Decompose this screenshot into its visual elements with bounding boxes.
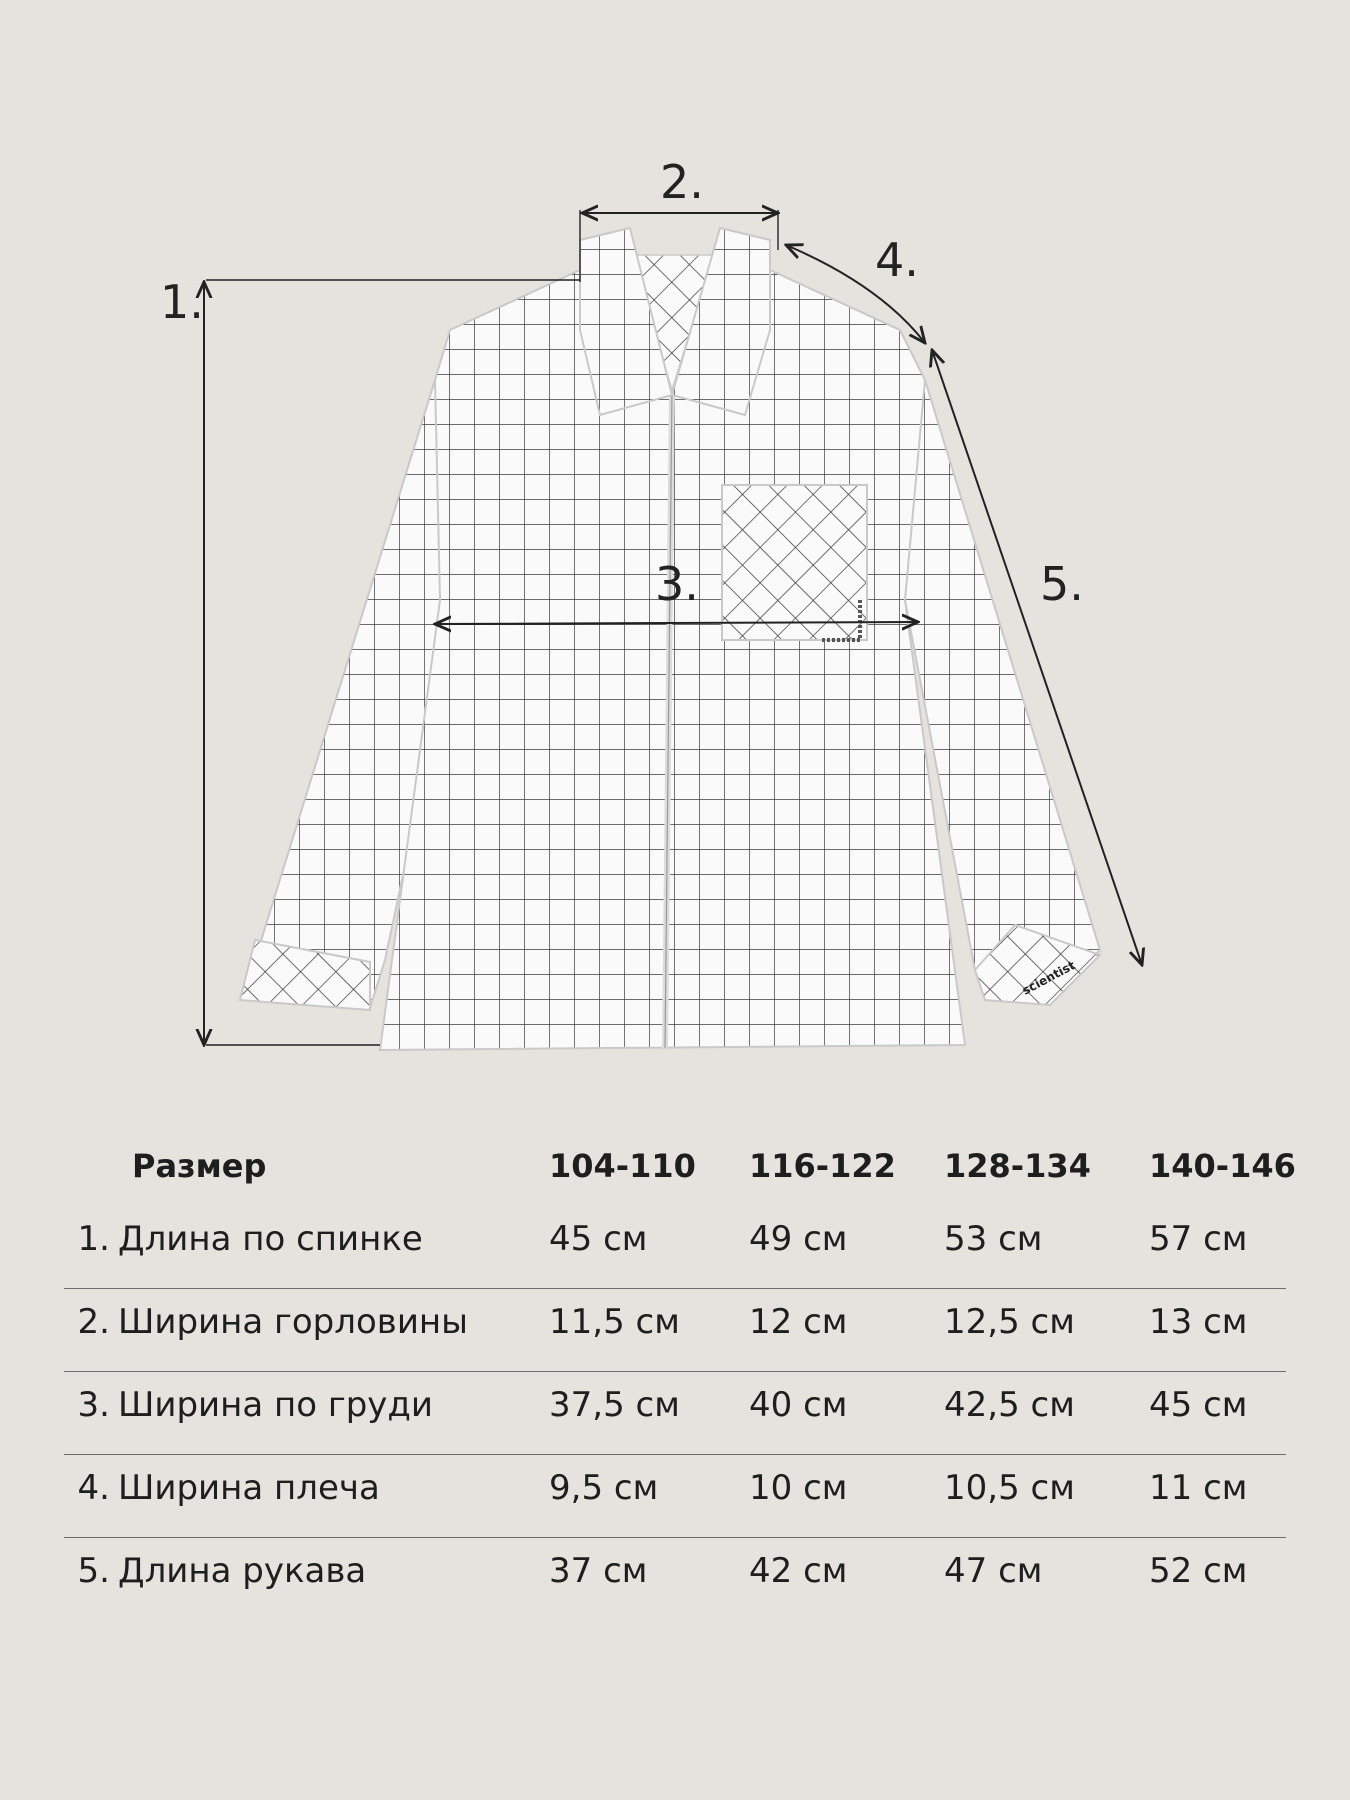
row-number: 5. (77, 1551, 110, 1591)
header-size-label: Размер (132, 1147, 267, 1185)
row-label: Ширина горловины (118, 1302, 468, 1342)
callout-4: 4. (875, 233, 919, 287)
header-size-3: 128-134 (944, 1147, 1091, 1185)
callout-5: 5. (1040, 557, 1084, 611)
row-value: 12,5 см (944, 1302, 1075, 1342)
size-table (64, 1140, 1296, 1620)
row-label: Длина по спинке (118, 1219, 423, 1259)
callout-2: 2. (660, 155, 704, 209)
row-label: Длина рукава (118, 1551, 367, 1591)
row-value: 13 см (1149, 1302, 1248, 1342)
row-value: 45 см (1149, 1385, 1248, 1425)
header-size-4: 140-146 (1149, 1147, 1296, 1185)
row-number: 1. (77, 1219, 110, 1259)
row-value: 47 см (944, 1551, 1043, 1591)
row-value: 45 см (549, 1219, 648, 1259)
shirt-illustration (240, 228, 1100, 1050)
row-value: 10,5 см (944, 1468, 1075, 1508)
table-row (64, 1455, 1286, 1538)
row-value: 40 см (749, 1385, 848, 1425)
chest-pocket (722, 485, 867, 640)
header-size-2: 116-122 (749, 1147, 896, 1185)
row-value: 49 см (749, 1219, 848, 1259)
cuff-brand-label: scientist (1019, 958, 1078, 998)
row-value: 10 см (749, 1468, 848, 1508)
row-value: 37,5 см (549, 1385, 680, 1425)
callout-1: 1. (160, 275, 204, 329)
row-number: 4. (77, 1468, 110, 1508)
table-row (64, 1538, 1286, 1620)
row-number: 3. (77, 1385, 110, 1425)
row-value: 52 см (1149, 1551, 1248, 1591)
row-value: 11,5 см (549, 1302, 680, 1342)
table-row (64, 1372, 1286, 1455)
table-row (64, 1206, 1286, 1289)
row-value: 9,5 см (549, 1468, 659, 1508)
row-value: 42,5 см (944, 1385, 1075, 1425)
row-label: Ширина по груди (118, 1385, 434, 1425)
row-value: 42 см (749, 1551, 848, 1591)
row-value: 11 см (1149, 1468, 1248, 1508)
row-label: Ширина плеча (118, 1468, 380, 1508)
header-size-1: 104-110 (549, 1147, 696, 1185)
row-value: 12 см (749, 1302, 848, 1342)
row-number: 2. (77, 1302, 110, 1342)
table-row (64, 1289, 1286, 1372)
row-value: 57 см (1149, 1219, 1248, 1259)
table-header-row (64, 1140, 1296, 1206)
callout-3: 3. (655, 557, 699, 611)
row-value: 37 см (549, 1551, 648, 1591)
row-value: 53 см (944, 1219, 1043, 1259)
